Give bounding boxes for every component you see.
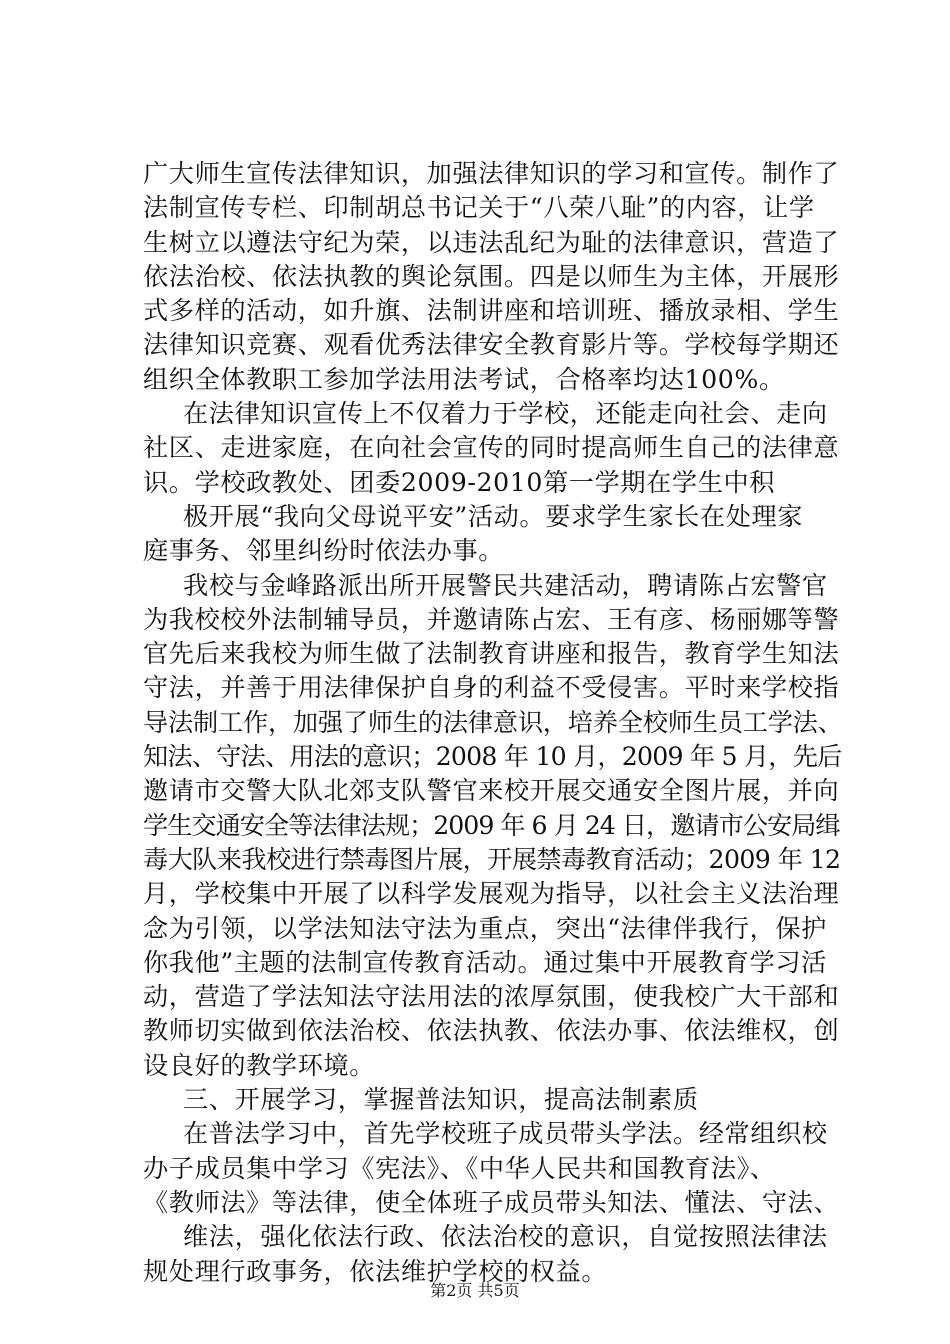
text-line: 守法，并善于用法律保护自身的利益不受侵害。平时来学校指 (143, 673, 840, 703)
text-line: 依法治校、依法执教的舆论氛围。四是以师生为主体，开展形 (143, 261, 840, 291)
text-line: 组织全体教职工参加学法用法考试，合格率均达100%。 (143, 364, 785, 394)
text-line: 念为引领，以学法知法守法为重点，突出“法律伴我行，保护 (143, 913, 827, 943)
text-line: 生树立以遵法守纪为荣，以违法乱纪为耻的法律意识，营造了 (143, 227, 840, 257)
text-line: 识。学校政教处、团委2009-2010第一学期在学生中积 (143, 467, 776, 497)
text-line: 三、开展学习，掌握普法知识，提高法制素质 (183, 1085, 699, 1115)
text-line: 你我他”主题的法制宣传教育活动。通过集中开展教育学习活 (143, 947, 827, 977)
text-line: 规处理行政事务，依法维护学校的权益。 (143, 1256, 608, 1286)
text-line: 动，营造了学法知法守法用法的浓厚氛围，使我校广大干部和 (143, 982, 840, 1012)
text-line: 社区、走进家庭，在向社会宣传的同时提高师生自己的法律意 (143, 433, 840, 463)
text-line: 法制宣传专栏、印制胡总书记关于“八荣八耻”的内容，让学 (143, 193, 815, 223)
text-line: 办子成员集中学习《宪法》、《中华人民共和国教育法》、 (143, 1153, 776, 1183)
text-line: 《教师法》等法律，使全体班子成员带头知法、懂法、守法、 (143, 1187, 840, 1217)
text-line: 法律知识竞赛、观看优秀法律安全教育影片等。学校每学期还 (143, 330, 840, 360)
text-line: 知法、守法、用法的意识；2008 年 10 月，2009 年 5 月，先后 (143, 742, 842, 772)
text-line: 设良好的教学环境。 (143, 1050, 376, 1080)
text-line: 毒大队来我校进行禁毒图片展，开展禁毒教育活动；2009 年 12 (143, 844, 841, 874)
text-line: 教师切实做到依法治校、依法执教、依法办事、依法维权，创 (143, 1016, 840, 1046)
text-line: 维法，强化依法行政、依法治校的意识，自觉按照法律法 (183, 1222, 828, 1252)
text-line: 在法律知识宣传上不仅着力于学校，还能走向社会、走向 (183, 399, 828, 429)
page-footer: 第2页 共5页 (430, 1281, 520, 1300)
text-line: 官先后来我校为师生做了法制教育讲座和报告，教育学生知法 (143, 639, 840, 669)
text-line: 广大师生宣传法律知识，加强法律知识的学习和宣传。制作了 (143, 159, 840, 188)
text-line: 极开展“我向父母说平安”活动。要求学生家长在处理家 (183, 501, 804, 531)
text-line: 庭事务、邻里纠纷时依法办事。 (143, 536, 505, 566)
text-line: 式多样的活动，如升旗、法制讲座和培训班、播放录相、学生 (143, 296, 840, 326)
text-line: 学生交通安全等法律法规；2009 年 6 月 24 日，邀请市公安局缉 (143, 810, 840, 840)
text-line: 月，学校集中开展了以科学发展观为指导，以社会主义法治理 (143, 879, 840, 909)
document-body (143, 157, 843, 1289)
text-line: 为我校校外法制辅导员，并邀请陈占宏、王有彦、杨丽娜等警 (143, 604, 840, 634)
text-line: 邀请市交警大队北郊支队警官来校开展交通安全图片展，并向 (143, 776, 840, 806)
text-line: 导法制工作，加强了师生的法律意识，培养全校师生员工学法、 (143, 707, 843, 737)
text-line: 我校与金峰路派出所开展警民共建活动，聘请陈占宏警官 (183, 570, 828, 600)
text-line: 在普法学习中，首先学校班子成员带头学法。经常组织校 (183, 1119, 828, 1149)
